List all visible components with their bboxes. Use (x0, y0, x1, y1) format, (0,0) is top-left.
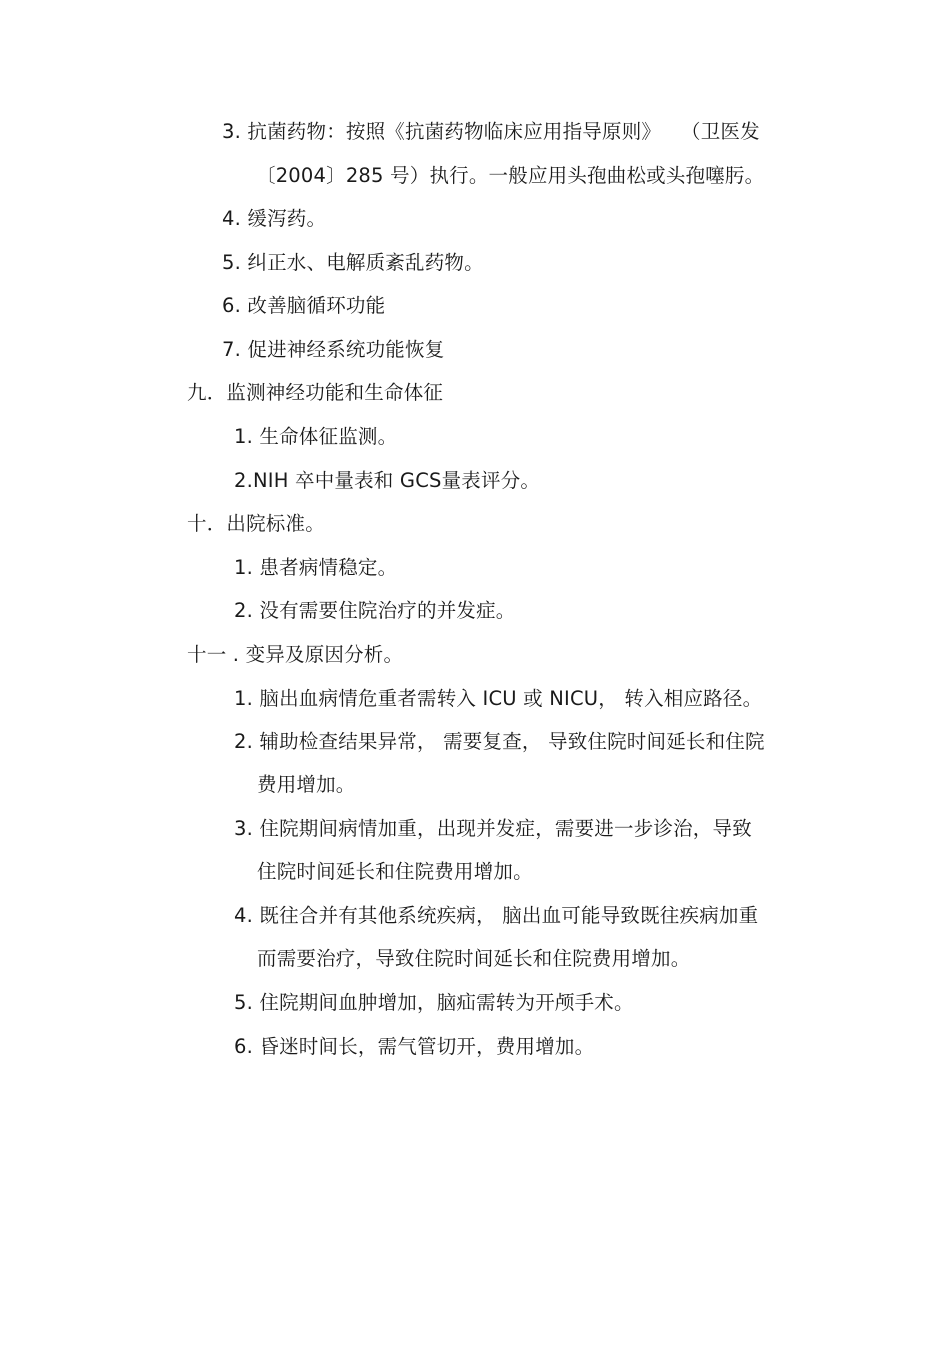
section-11-item-3: 3. 住院期间病情加重，出现并发症，需要进一步诊治，导致 (234, 817, 752, 840)
section-9-heading: 九．监测神经功能和生命体征 (187, 381, 444, 404)
section-11-item-5: 5. 住院期间血肿增加，脑疝需转为开颅手术。 (234, 991, 634, 1014)
section-11-item-4: 4. 既往合并有其他系统疾病， 脑出血可能导致既往疾病加重 (234, 904, 759, 927)
item-5-electrolytes: 5. 纠正水、电解质紊乱药物。 (222, 251, 484, 274)
section-11-item-4-cont: 而需要治疗，导致住院时间延长和住院费用增加。 (257, 947, 691, 970)
section-11-heading: 十一 . 变异及原因分析。 (187, 643, 404, 666)
section-10-item-1: 1. 患者病情稳定。 (234, 556, 398, 579)
section-11-item-3-cont: 住院时间延长和住院费用增加。 (257, 860, 533, 883)
item-4-laxatives: 4. 缓泻药。 (222, 207, 327, 230)
section-11-item-6: 6. 昏迷时间长，需气管切开，费用增加。 (234, 1035, 595, 1058)
section-10-heading: 十．出院标准。 (187, 512, 325, 535)
section-11-item-2-cont: 费用增加。 (257, 773, 356, 796)
section-9-item-2: 2.NIH 卒中量表和 GCS量表评分。 (234, 469, 541, 492)
section-9-item-1: 1. 生命体征监测。 (234, 425, 398, 448)
item-3-antibiotics-cont: 〔2004〕285 号）执行。一般应用头孢曲松或头孢噻肟。 (256, 164, 765, 187)
section-10-item-2: 2. 没有需要住院治疗的并发症。 (234, 599, 516, 622)
section-11-item-1: 1. 脑出血病情危重者需转入 ICU 或 NICU， 转入相应路径。 (234, 687, 763, 710)
item-3-antibiotics: 3. 抗菌药物：按照《抗菌药物临床应用指导原则》 （卫医发 (222, 120, 760, 143)
item-6-cerebral-circulation: 6. 改善脑循环功能 (222, 294, 386, 317)
section-11-item-2: 2. 辅助检查结果异常， 需要复查， 导致住院时间延长和住院 (234, 730, 765, 753)
item-7-nerve-recovery: 7. 促进神经系统功能恢复 (222, 338, 445, 361)
